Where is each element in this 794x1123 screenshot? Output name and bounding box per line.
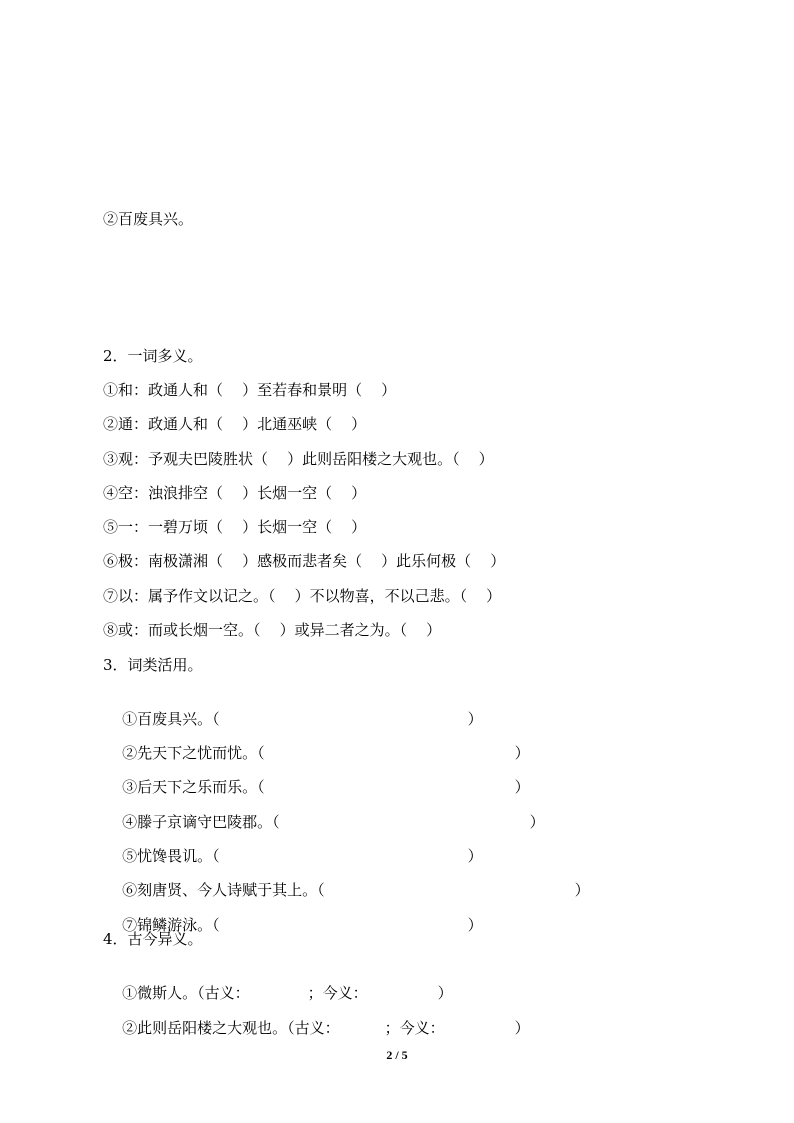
item-prefix: ②此则岳阳楼之大观也。（古义： bbox=[122, 1019, 340, 1037]
item-prefix: ①微斯人。（古义： bbox=[122, 984, 250, 1002]
item-mid: ；今义： bbox=[307, 984, 368, 1002]
close-paren: ） bbox=[467, 847, 483, 865]
close-paren: ） bbox=[514, 778, 530, 796]
item-text: ⑥刻唐贤、今人诗赋于其上。（ bbox=[122, 881, 325, 899]
item-text: ①百废具兴。（ bbox=[122, 710, 220, 728]
section2-item: ②通：政通人和（ ）北通巫峡（ ） bbox=[103, 415, 367, 433]
section2-item: ①和：政通人和（ ）至若春和景明（ ） bbox=[103, 381, 397, 399]
item-text: ⑤忧馋畏讥。（ bbox=[122, 847, 220, 865]
section2-item: ⑦以：属予作文以记之。（ ）不以物喜，不以己悲。（ ） bbox=[103, 587, 502, 605]
close-paren: ） bbox=[437, 984, 453, 1002]
section3-heading: 3．词类活用。 bbox=[103, 656, 203, 674]
page-number: 2 / 5 bbox=[386, 1048, 408, 1062]
close-paren: ） bbox=[467, 710, 483, 728]
close-paren: ） bbox=[467, 916, 483, 934]
section2-item: ⑧或：而或长烟一空。（ ）或异二者之为。（ ） bbox=[103, 621, 442, 639]
item-text: ②先天下之忧而忧。（ bbox=[122, 744, 265, 762]
section2-heading: 2．一词多义。 bbox=[103, 347, 203, 365]
section4-heading: 4．古今异义。 bbox=[103, 930, 203, 948]
close-paren: ） bbox=[574, 881, 590, 899]
close-paren: ） bbox=[514, 744, 530, 762]
section2-item: ⑤一：一碧万顷（ ）长烟一空（ ） bbox=[103, 518, 367, 536]
top-item: ②百废具兴。 bbox=[103, 210, 194, 228]
section2-item: ③观：予观夫巴陵胜状（ ）此则岳阳楼之大观也。（ ） bbox=[103, 450, 494, 468]
close-paren: ） bbox=[514, 1019, 530, 1037]
close-paren: ） bbox=[529, 813, 545, 831]
section2-item: ⑥极：南极潇湘（ ）感极而悲者矣（ ）此乐何极（ ） bbox=[103, 552, 506, 570]
item-text: ④滕子京谪守巴陵郡。（ bbox=[122, 813, 280, 831]
section2-item: ④空：浊浪排空（ ）长烟一空（ ） bbox=[103, 484, 367, 502]
item-text: ③后天下之乐而乐。（ bbox=[122, 778, 265, 796]
item-text: ⑦锦鳞游泳。（ bbox=[122, 916, 220, 934]
item-mid: ；今义： bbox=[384, 1019, 445, 1037]
